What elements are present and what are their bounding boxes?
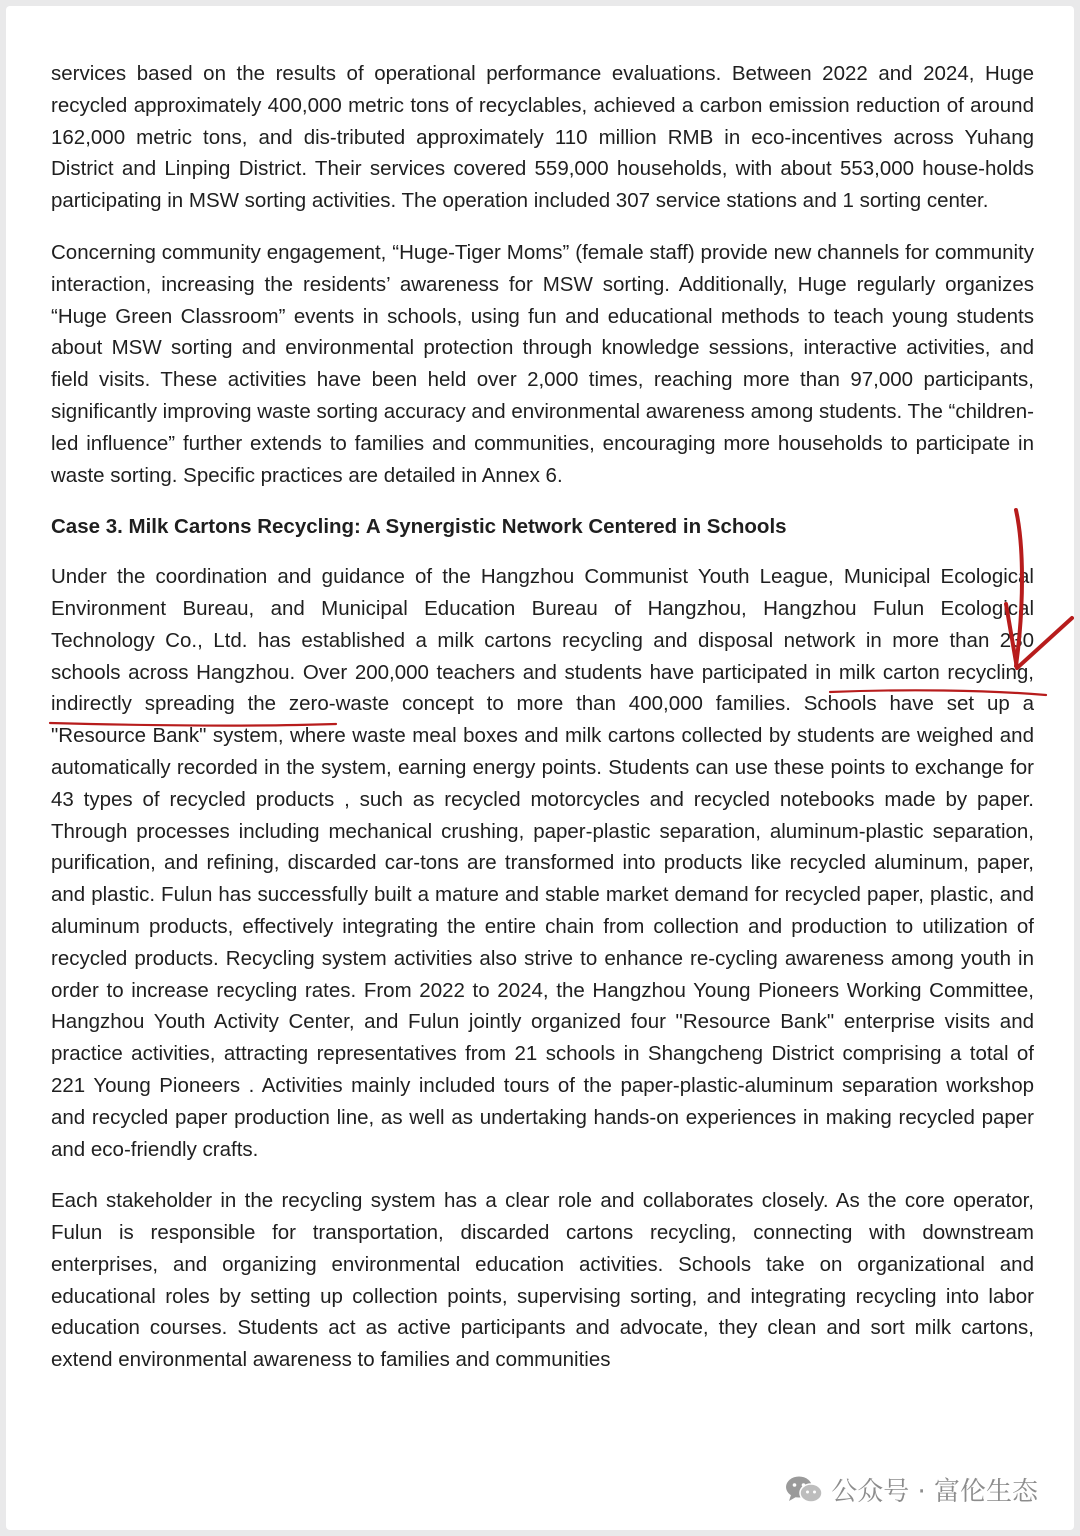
paragraph-community-engagement: Concerning community engagement, “Huge-Tiger Moms” (female staff) provide new channels for community interaction, increasing the residents’ awareness for MSW sorting. Additionally, Huge regularly organizes “Huge Green Classroom” events in schools, using fun and educational methods to teach young students about MSW sorting and environmental protection through knowledge sessions, interactive activities, and field visits. These activities have been held over 2,000 times, reaching more than 97,000 participants, significantly improving waste sorting accuracy and environmental awareness among students. The “children-led influence” further extends to families and communities, encouraging more households to participate in waste sorting. Specific practices are detailed in Annex 6.	[51, 240, 1034, 487]
wechat-icon	[785, 1475, 823, 1505]
case-heading: Case 3. Milk Cartons Recycling: A Synergistic Network Centered in Schools	[51, 515, 787, 539]
paragraph-milk-cartons: Under the coordination and guidance of the Hangzhou Communist Youth League, Municipal Ecological Environment Bureau, and Municipal Education Bureau of Hangzhou, Hangzhou Fulun Ecological Technology Co., Ltd. has established a milk cartons recycling and disposal network in more than 230 schools across Hangzhou. Over 200,000 teachers and students have participated in milk carton recycling, indirectly spreading the zero-waste concept to more than 400,000 families. Schools have set up a "Resource Bank" system, where waste meal boxes and milk cartons collected by students are weighed and automatically recorded in the system, earning energy points. Students can use these points to exchange for 43 types of recycled products , such as recycled motorcycles and recycled notebooks made by paper. Through processes including mechanical crushing, paper-plastic separation, aluminum-plastic separation, purification, and refining, discarded car-tons are transformed into products like recycled aluminum, paper, and plastic. Fulun has successfully built a mature and stable market demand for recycled paper, plastic, and aluminum products, effectively integrating the entire chain from collection and production to utilization of recycled products. Recycling system activities also strive to enhance re-cycling awareness among youth in order to increase recycling rates. From 2022 to 2024, the Hangzhou Young Pioneers Working Committee, Hangzhou Youth Activity Center, and Fulun jointly organized four "Resource Bank" enterprise visits and practice activities, attracting representatives from 21 schools in Shangcheng District comprising a total of 221 Young Pioneers . Activities mainly included tours of the paper-plastic-aluminum separation workshop and recycled paper production line, as well as undertaking hands-on experiences in making recycled paper and eco-friendly crafts.	[51, 565, 1034, 1161]
paragraph-stakeholders: Each stakeholder in the recycling system has a clear role and collaborates closely. As the core operator, Fulun is responsible for transportation, discarded cartons recycling, connecting with downstream enterprises, and organizing environmental education activities. Schools take on organizational and educational roles by setting up collection points, supervising sorting, and integrating recycling into labor education courses. Students act as active participants and advocate, they clean and sort milk cartons, extend environmental awareness to families and communities	[51, 1189, 1034, 1372]
watermark	[785, 1471, 1038, 1508]
document-page	[6, 6, 1074, 1530]
watermark-text: 公众号 · 富伦生态	[831, 1477, 1038, 1507]
annotation-arrow-icon	[6, 6, 1074, 1530]
paragraph-operations: services based on the results of operational performance evaluations. Between 2022 and 2024, Huge recycled approximately 400,000 metric tons of recyclables, achieved a carbon emission reduction of around 162,000 metric tons, and dis-tributed approximately 110 million RMB in eco-incentives across Yuhang District and Linping District. Their services covered 559,000 households, with about 553,000 house-holds participating in MSW sorting activities. The operation included 307 service stations and 1 sorting center.	[51, 62, 1034, 213]
